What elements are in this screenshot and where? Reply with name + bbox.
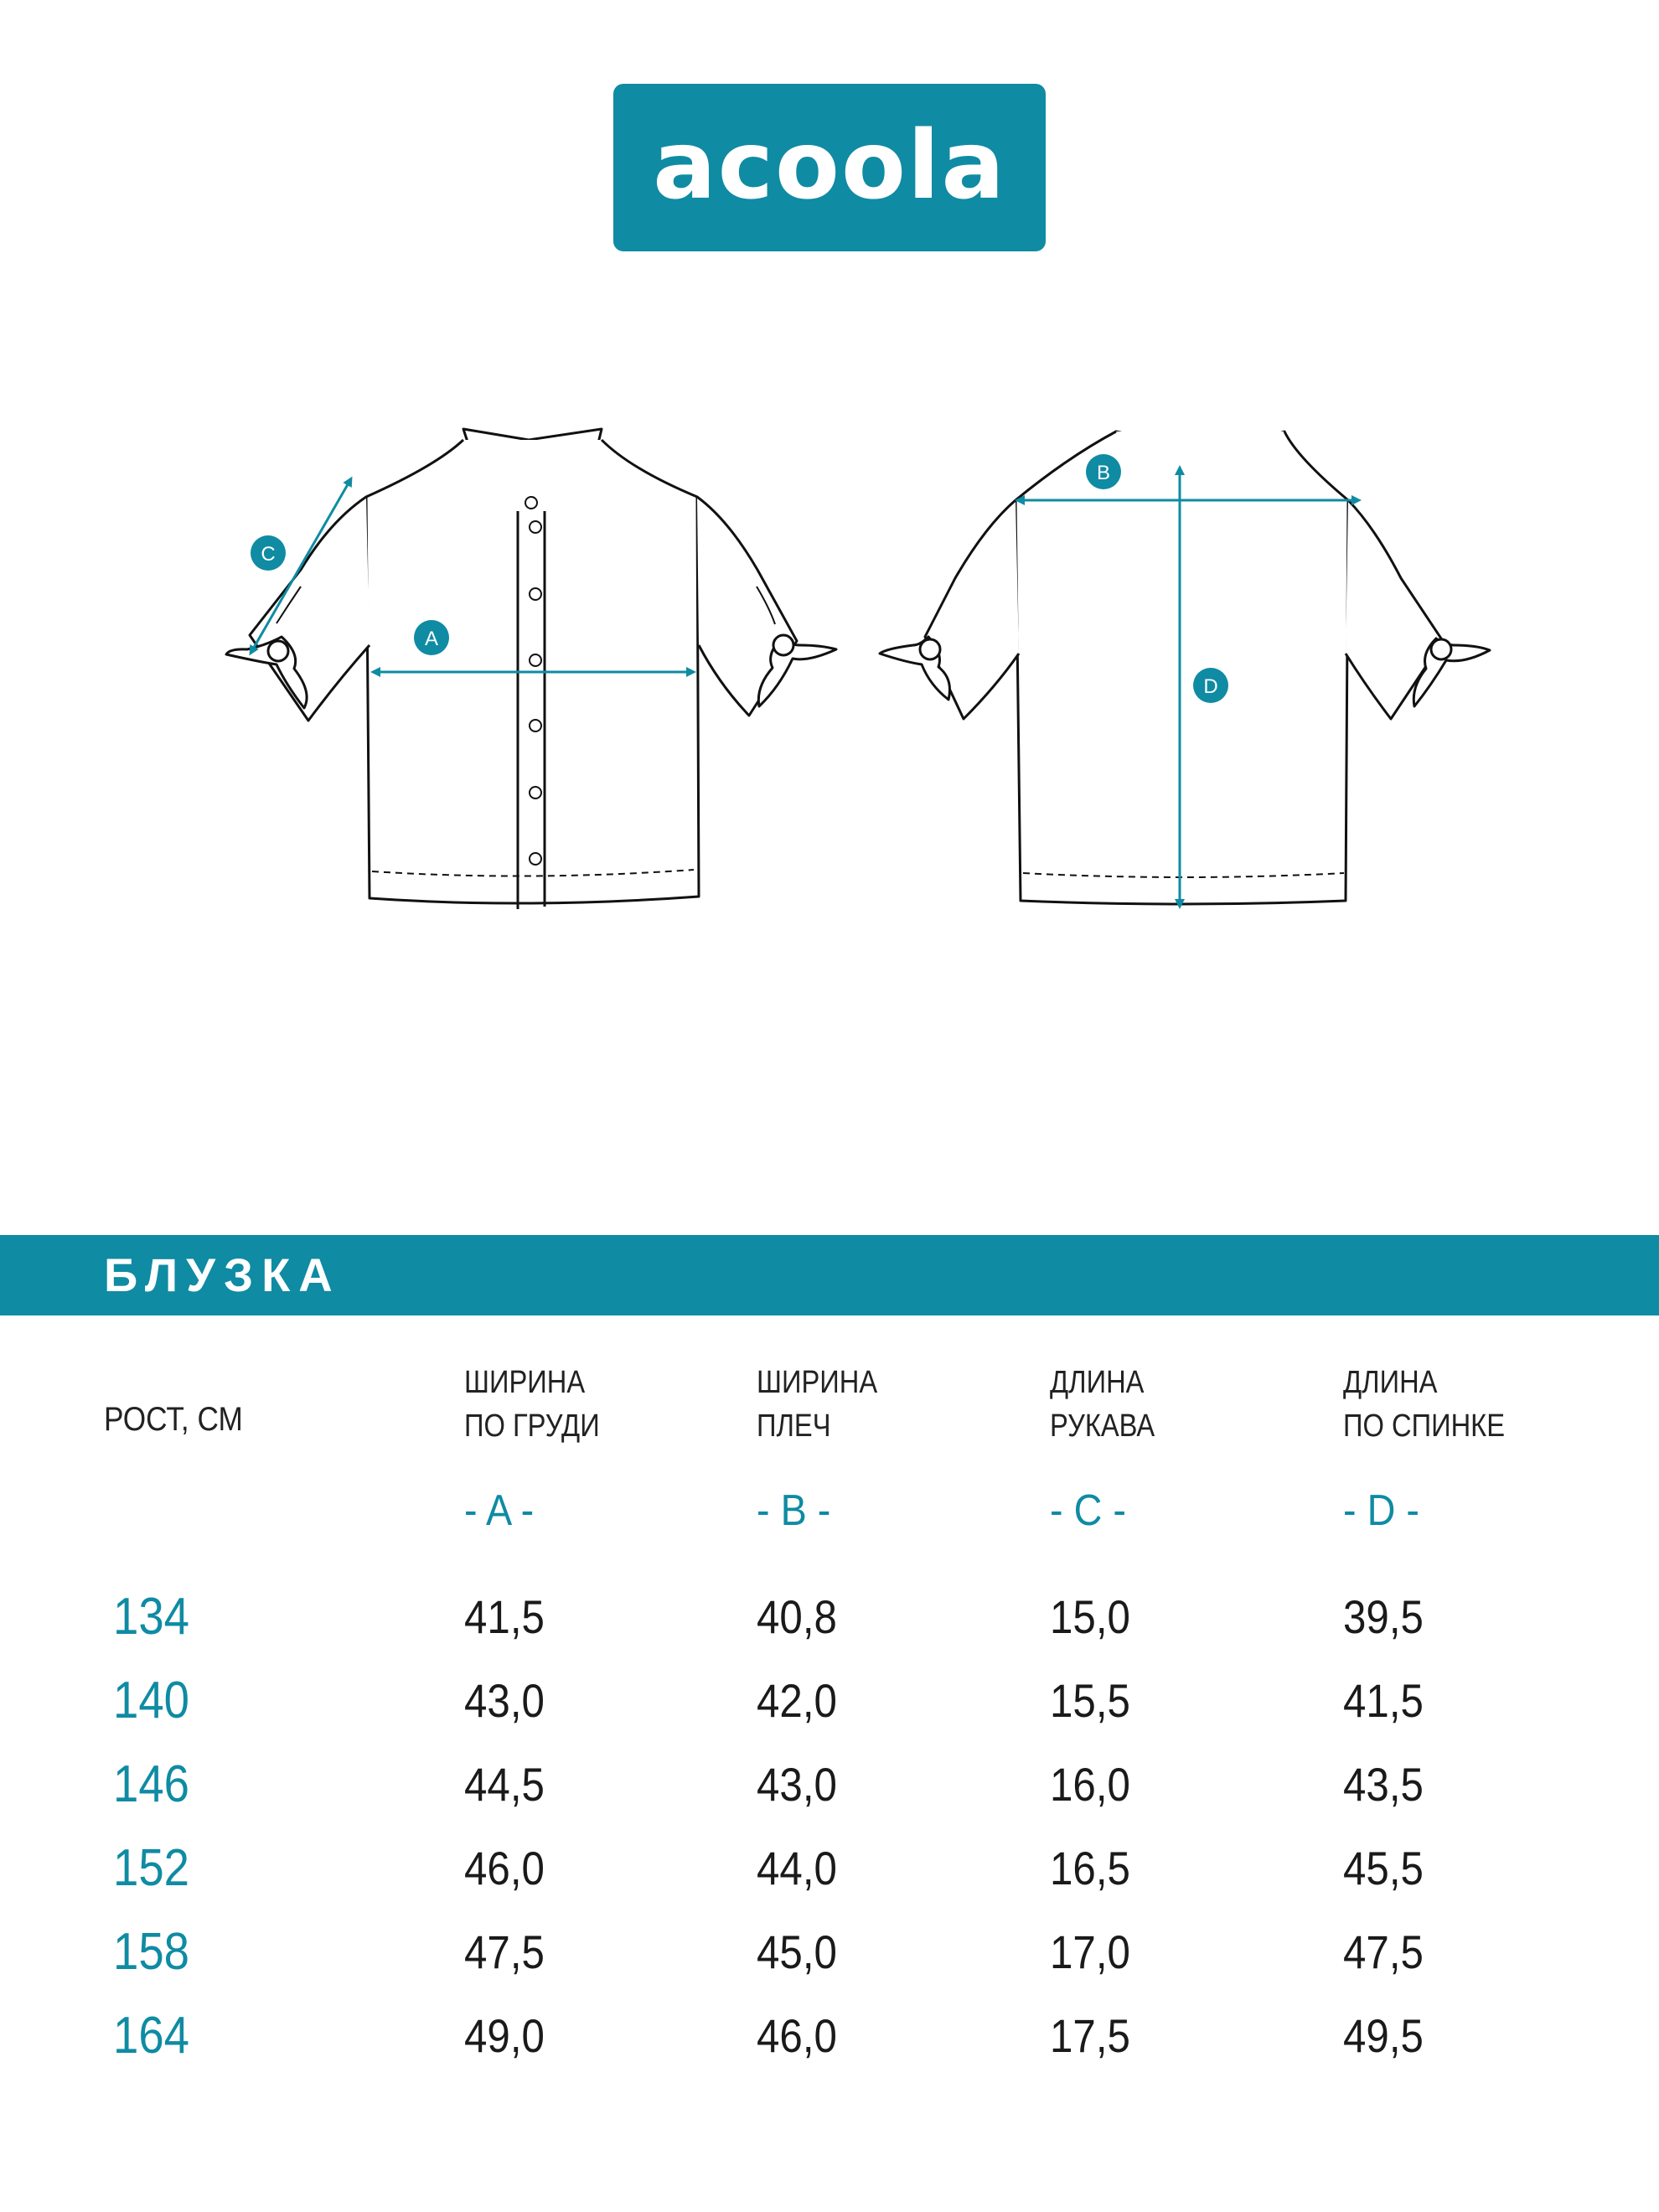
shoulder-width-cell: 42,0 [757, 1674, 837, 1727]
column-code-b: - B - [757, 1486, 831, 1535]
height-cell: 140 [113, 1672, 190, 1729]
shoulder-width-cell: 45,0 [757, 1925, 837, 1978]
table-row [0, 1757, 1659, 1841]
column-header-a [464, 1361, 600, 1448]
table-row [0, 1589, 1659, 1673]
front-right-sleeve [697, 497, 797, 716]
front-view [226, 429, 836, 909]
back-length-cell: 43,5 [1343, 1758, 1424, 1811]
sleeve-length-cell: 17,0 [1050, 1925, 1130, 1978]
table-row [0, 1925, 1659, 2008]
table-row [0, 1841, 1659, 1925]
column-header-line2: ПО ГРУДИ [464, 1408, 600, 1444]
chest-width-cell: 46,0 [464, 1842, 545, 1894]
back-length-cell: 41,5 [1343, 1674, 1424, 1727]
column-header-line1: ШИРИНА [464, 1365, 586, 1400]
logo-text: acoola [653, 111, 1006, 220]
sleeve-length-cell: 15,0 [1050, 1590, 1130, 1643]
front-left-sleeve [250, 497, 370, 721]
column-header-line1: ШИРИНА [757, 1365, 878, 1400]
column-header-d [1343, 1361, 1505, 1448]
brand-logo [613, 84, 1046, 251]
chest-width-cell: 47,5 [464, 1925, 545, 1978]
column-header-line1: ДЛИНА [1343, 1365, 1438, 1400]
column-header-line2: РУКАВА [1050, 1408, 1155, 1444]
back-length-cell: 49,5 [1343, 2009, 1424, 2062]
chest-width-cell: 41,5 [464, 1590, 545, 1643]
back-length-cell: 47,5 [1343, 1925, 1424, 1978]
marker-d [1193, 668, 1228, 703]
back-length-cell: 45,5 [1343, 1842, 1424, 1894]
height-cell: 134 [113, 1588, 190, 1646]
sleeve-length-cell: 16,0 [1050, 1758, 1130, 1811]
sleeve-length-cell: 15,5 [1050, 1674, 1130, 1727]
column-header-line2: ПО СПИНКЕ [1343, 1408, 1506, 1444]
height-cell: 158 [113, 1923, 190, 1981]
marker-c [251, 535, 286, 571]
shoulder-width-cell: 44,0 [757, 1842, 837, 1894]
column-code-c: - C - [1050, 1486, 1126, 1535]
height-cell: 152 [113, 1839, 190, 1897]
column-header-b [757, 1361, 877, 1448]
column-code-a: - A - [464, 1486, 535, 1535]
chest-width-cell: 43,0 [464, 1674, 545, 1727]
garment-diagram [0, 394, 1659, 938]
chest-width-cell: 49,0 [464, 2009, 545, 2062]
sleeve-length-cell: 16,5 [1050, 1842, 1130, 1894]
height-cell: 164 [113, 2007, 190, 2065]
product-title: БЛУЗКА [104, 1248, 341, 1301]
marker-c-label: C [261, 543, 276, 566]
column-header-c [1050, 1361, 1155, 1448]
table-row [0, 1673, 1659, 1757]
height-cell: 146 [113, 1755, 190, 1813]
marker-a [414, 620, 449, 655]
table-row [0, 2008, 1659, 2092]
column-code-d: - D - [1343, 1486, 1419, 1535]
height-header: РОСТ, СМ [104, 1401, 243, 1438]
marker-a-label: A [424, 628, 439, 650]
marker-b-label: B [1096, 462, 1111, 484]
shoulder-width-cell: 40,8 [757, 1590, 837, 1643]
back-view [880, 432, 1490, 904]
column-header-line1: ДЛИНА [1050, 1365, 1145, 1400]
shoulder-width-cell: 46,0 [757, 2009, 837, 2062]
column-header-line2: ПЛЕЧ [757, 1408, 831, 1444]
product-title-band [0, 1235, 1659, 1315]
back-body [1016, 432, 1348, 904]
back-length-cell: 39,5 [1343, 1590, 1424, 1643]
sleeve-length-cell: 17,5 [1050, 2009, 1130, 2062]
marker-b [1086, 454, 1121, 489]
chest-width-cell: 44,5 [464, 1758, 545, 1811]
shoulder-width-cell: 43,0 [757, 1758, 837, 1811]
marker-d-label: D [1203, 675, 1218, 698]
